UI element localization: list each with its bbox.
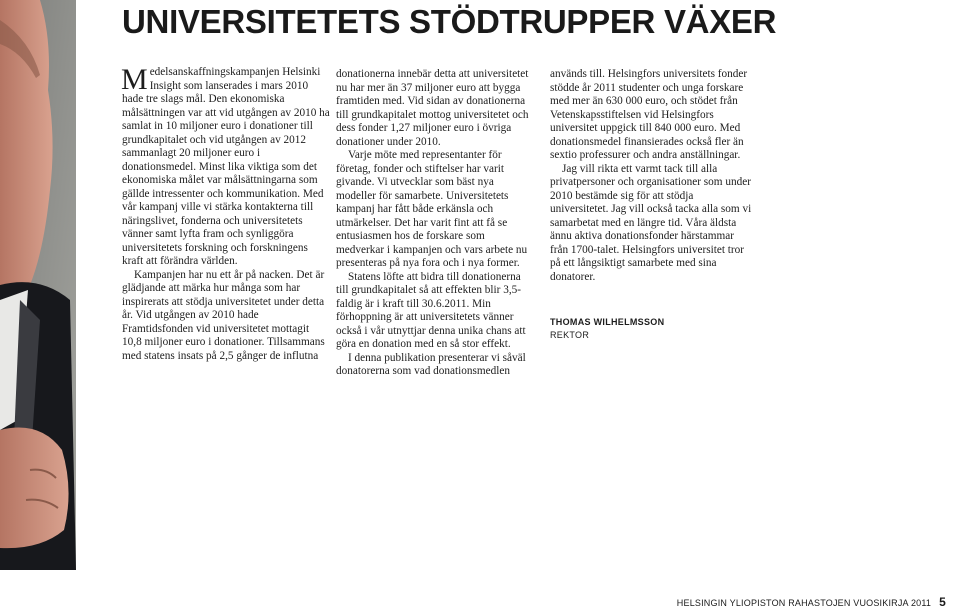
paragraph-text: edelsanskaffningskampanjen Helsinki Insight som lanserades i mars 2010 hade tre slags mål. Den ekonomiska målsättningen var att vid utgången av 2010 ha samlat in 10 miljoner euro i donationer till grundkapitalet och vid utgången av 2012 sammanlagt 20 miljoner euro i donationsmedel. Minst lika viktiga som det ekonomiska målet var målsättningarna som gällde intressenter och kommunikation. Med vår kampanj ville vi stärka kontakterna till näringslivet, fonderna och universitetets vänner samt lyfta fram och synliggöra universitetets forskning och forskningens kraft att förändra världen. — [122, 66, 330, 267]
paragraph: I denna publikation presenterar vi såväl donatorerna som vad donationsmedlen — [336, 351, 526, 377]
paragraph: Varje möte med representanter för företag, fonder och stiftelser har varit givande. Vi utvecklar som bäst nya modeller för samarbete. Universitetets kampanj har fått både erkänsla och utmärkelser. Det har varit fint att få se entusiasmen hos de forskare som medverkar i kampanjen och vars arbete nu presenteras på nya fora och i nya former. — [336, 149, 528, 269]
page-footer — [677, 595, 946, 609]
signature-name: THOMAS WILHELMSSON — [550, 317, 665, 327]
publication-name: HELSINGIN YLIOPISTON RAHASTOJEN VUOSIKIRJA 2011 — [676, 598, 932, 608]
paragraph — [121, 63, 330, 269]
portrait-photo — [0, 0, 76, 570]
text-column-3 — [550, 68, 752, 342]
paragraph: Statens löfte att bidra till donationerna till grundkapitalet så att effekten blir 3,5-faldig är i kraft till 30.6.2011. Min förhoppning är att universitetets vänner också i vår utnyttjar denna unika chans att göra en donation med en så stor effekt. — [336, 270, 526, 350]
drop-cap: M — [121, 63, 148, 96]
text-column-2 — [336, 68, 534, 379]
article-title: UNIVERSITETETS STÖDTRUPPER VÄXER — [122, 3, 777, 40]
paragraph: används till. Helsingfors universitets fonder stödde år 2011 studenter och unga forskare med mer än 630 000 euro, och stödet från Vetenskapsstiftelsen vid Helsingfors universitet uppgick till 840 000 euro. Med donationsmedel finansierades också fler än sextio professurer och andra anställningar. — [550, 68, 748, 161]
page-number: 5 — [939, 595, 946, 609]
text-column-1 — [121, 63, 330, 363]
signature-role: REKTOR — [550, 330, 590, 340]
paragraph: Jag vill rikta ett varmt tack till alla privatpersoner och organisationer som under 2010 bestämde sig för att stödja universitetet. Jag vill också tacka alla som vi samarbetat med en längre tid. Våra äldsta ännu aktiva donationsfonder härstammar från 1700-talet. Helsingfors universitet tror på ett långsiktigt samarbete med sina donatorer. — [550, 162, 752, 283]
paragraph: donationerna innebär detta att universitetet nu har mer än 37 miljoner euro att bygga framtiden med. Vid sidan av donationerna till grundkapitalet mottog universitetet och dess fonder 1,27 miljoner euro i övriga donationer under 2010. — [336, 68, 529, 148]
paragraph: Kampanjen har nu ett år på nacken. Det är glädjande att märka hur många som har inspirerats att stödja universitetet under detta år. Vid utgången av 2010 hade Framtidsfonden vid universitetet mottagit 10,8 miljoner euro i donationer. Tillsammans med statens insats på 2,5 gånger de influtna — [122, 268, 325, 362]
